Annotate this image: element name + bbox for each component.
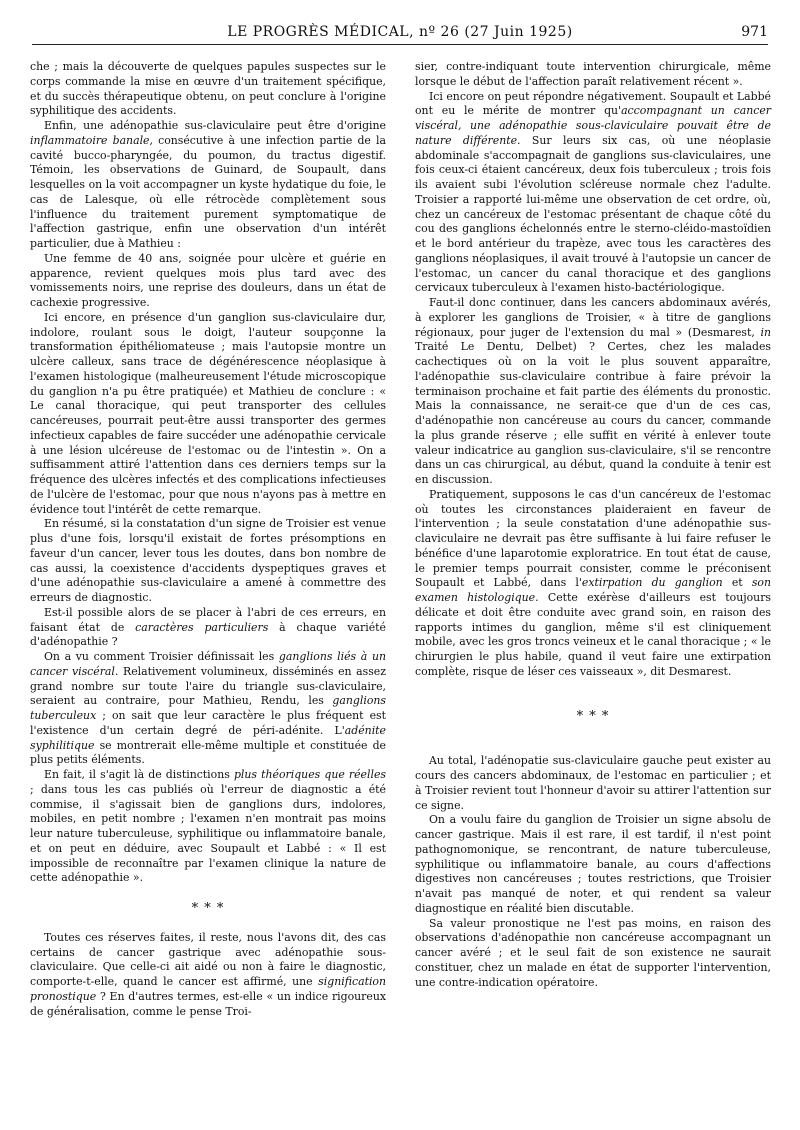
section-separator: * * * [191,901,225,916]
paragraph: Ici encore, en présence d'un ganglion sus-claviculaire dur, indolore, roulant sous le doigt, l'auteur soupçonne la transformation épithéliomateuse ; mais l'autopsie montre un ulcère calleux, sans trace de dégénérescence néoplasique à l'examen histologique (malheureusement l'étude microscopique du ganglion n'a pu être pratiquée) et Mathieu de conclure : « Le canal thoracique, qui peut transporter des cellules cancéreuses, pourrait peut-être aussi transporter des germes infectieux capables de faire succéder une adénopathie cervicale à une lésion ulcéreuse de l'estomac ou de l'intestin ». On a suffisamment attiré l'attention dans ces derniers temps sur la fréquence des ulcères infectés et des complications infectieuses de l'ulcère de l'estomac, pour que nous n'ayons pas à mettre en évidence tout l'intérêt de cette remarque. [30,310,386,516]
paragraph: Enfin, une adénopathie sus-claviculaire peut être d'origine inflammatoire banale, consécutive à une infection partie de la cavité bucco-pharyngée, du poumon, du tractus digestif. Témoin, les observations de Guinard, de Soupault, dans lesquelles on la voit accompagner un kyste hydatique du foie, le cas de Lalesque, où elle rétrocède complètement sous l'influence du traitement purement symptomatique de l'affection gastrique, enfin une observation d'un intérêt particulier, due à Mathieu : [30,119,386,250]
paragraph: En fait, il s'agit là de distinctions plus théoriques que réelles ; dans tous les cas publiés où l'erreur de diagnostic a été commise, il s'agissait bien de ganglions durs, indolores, mobiles, en petit nombre ; l'examen n'en montrait pas moins leur nature tuberculeuse, syphilitique ou inflammatoire banale, et on peut en déduire, avec Soupault et Labbé : « Il est impossible de reconnaître par l'examen clinique la nature de cette adénopathie ». [30,768,386,885]
page-header [32,18,768,45]
left-column [30,60,386,1019]
paragraph: Pratiquement, supposons le cas d'un cancéreux de l'estomac où toutes les circonstances plaideraient en faveur de l'intervention ; la seule constatation d'une adénopathie sus-claviculaire ne devrait pas être suffisante à lui faire refuser le bénéfice d'une laparotomie exploratrice. En tout état de cause, le premier temps pourrait consister, comme le préconisent Soupault et Labbé, dans l'extirpation du ganglion et son examen histologique. Cette exérèse d'ailleurs est toujours délicate et doit être conduite avec grand soin, en raison des rapports intimes du ganglion, même s'il est cliniquement mobile, avec les gros troncs veineux et le canal thoracique ; « le chirurgien le plus habile, quand il veut faire une extirpation complète, risque de léser ces vaisseaux », dit Desmarest. [415,487,771,678]
paragraph: On a voulu faire du ganglion de Troisier un signe absolu de cancer gastrique. Mais il est rare, il est tardif, il n'est point pathognomonique, se rencontrant, de nature tuberculeuse, syphilitique ou inflammatoire banale, au cours d'affections digestives non cancéreuses ; toutes restrictions, que Troisier n'avait pas manqué de noter, et qui rendent sa valeur diagnostique en réalité bien discutable. [415,813,771,915]
section-separator: * * * [576,708,610,724]
running-title: LE PROGRÈS MÉDICAL, nº 26 (27 Juin 1925) [227,24,573,40]
paragraph: Faut-il donc continuer, dans les cancers abdominaux avérés, à explorer les ganglions de Troisier, « à titre de ganglions régionaux, pour juger de l'extension du mal » (Desmarest, in Traité Le Dentu, Delbet) ? Certes, chez les malades cachectiques où on la voit le plus souvent apparaître, l'adénopathie sus-claviculaire contribue à faire prévoir la terminaison prochaine et fait partie des éléments du pronostic. Mais la connaissance, ne serait-ce que d'un de ces cas, d'adénopathie non cancéreuse au cours du cancer, commande la plus grande réserve ; elle suffit en vérité à enlever toute valeur indicatrice au ganglion sus-claviculaire, s'il se rencontre dans un cas chirurgical, au début, quand la conduite à tenir est en discussion. [415,296,771,486]
paragraph: Au total, l'adénopatie sus-claviculaire gauche peut exister au cours des cancers abdominaux, de l'estomac en particulier ; et à Troisier revient tout l'honneur d'avoir su attirer l'attention sur ce signe. [415,754,771,812]
right-column [415,60,771,990]
paragraph: Est-il possible alors de se placer à l'abri de ces erreurs, en faisant état de caractères particuliers à chaque variété d'adénopathie ? [30,605,386,649]
paragraph: Une femme de 40 ans, soignée pour ulcère et guérie en apparence, revient quelques mois plus tard avec des vomissements noirs, une reprise des douleurs, dans un état de cachexie progressive. [30,251,386,309]
paragraph: sier, contre-indiquant toute intervention chirurgicale, même lorsque le début de l'affection paraît relativement récent ». [415,60,771,88]
paragraph: On a vu comment Troisier définissait les ganglions liés à un cancer viscéral. Relativement volumineux, disséminés en assez grand nombre sur toute l'aire du triangle sus-claviculaire, seraient au contraire, pour Mathieu, Rendu, les ganglions tuberculeux ; on sait que leur caractère le plus fréquent est l'existence d'un certain degré de péri-adénite. L'adénite syphilitique se montrerait elle-même multiple et constituée de plus petits éléments. [30,650,386,767]
paragraph: En résumé, si la constatation d'un signe de Troisier est venue plus d'une fois, lorsqu'il existait de fortes présomptions en faveur d'un cancer, lever tous les doutes, dans bon nombre de cas aussi, la coexistence d'accidents dyspeptiques graves et d'une adénopathie sus-claviculaire a amené à commettre des erreurs de diagnostic. [30,517,386,604]
paragraph: Toutes ces réserves faites, il reste, nous l'avons dit, des cas certains de cancer gastrique avec adénopathie sous-claviculaire. Que celle-ci ait aidé ou non à faire le diagnostic, comporte-t-elle, quand le cancer est affirmé, une signification pronostique ? En d'autres termes, est-elle « un indice rigoureux de généralisation, comme le pense Troi- [30,930,386,1018]
paragraph: Sa valeur pronostique ne l'est pas moins, en raison des observations d'adénopathie non cancéreuse accompagnant un cancer avéré ; et le seul fait de son existence ne saurait constituer, chez un malade en état de supporter l'intervention, une contre-indication opératoire. [415,916,771,989]
paragraph: che ; mais la découverte de quelques papules suspectes sur le corps commande la mise en œuvre d'un traitement spécifique, et du succès thérapeutique obtenu, on peut conclure à l'origine syphilitique des accidents. [30,60,386,118]
paragraph: Ici encore on peut répondre négativement. Soupault et Labbé ont eu le mérite de montrer qu'accompagnant un cancer viscéral, une adénopathie sous-claviculaire pouvait être de nature différente. Sur leurs six cas, où une néoplasie abdominale s'accompagnait de ganglions sus-claviculaires, une fois ceux-ci étaient cancéreux, deux fois tuberculeux ; trois fois ils avaient subi l'évolution scléreuse normale chez l'adulte. Troisier a rapporté lui-même une observation de cet ordre, où, chez un cancéreux de l'estomac présentant de chaque côté du cou des ganglions échelonnés entre le sterno-cléido-mastoïdien et le bord antérieur du trapèze, avec tous les caractères des ganglions néoplasiques, il avait trouvé à l'autopsie un cancer de l'estomac, un cancer du canal thoracique et des ganglions cervicaux tuberculeux à l'examen histo-bactériologique. [415,89,771,295]
page-number: 971 [741,24,768,40]
